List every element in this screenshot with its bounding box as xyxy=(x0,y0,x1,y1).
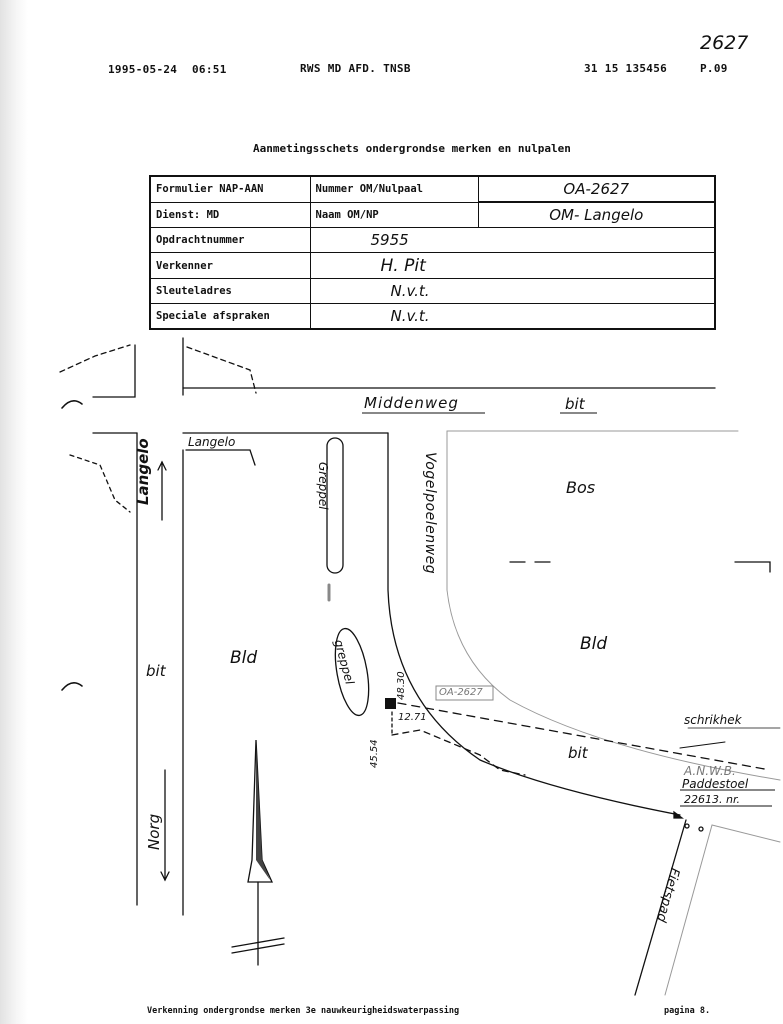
form-label: Speciale afspraken xyxy=(150,303,310,329)
label-marker-id: OA-2627 xyxy=(439,687,483,698)
binder-hole-top xyxy=(62,401,82,408)
label-distance-2: 12.71 xyxy=(398,712,427,723)
fence-northwest xyxy=(60,345,130,372)
fietspad-east-edge xyxy=(665,825,712,995)
langelo-sign-board xyxy=(186,450,255,465)
form-value: OA-2627 xyxy=(478,176,715,202)
fax-sender: RWS MD AFD. TNSB xyxy=(300,62,411,75)
form-value: H. Pit xyxy=(310,253,715,278)
label-langelo-sign: Langelo xyxy=(188,435,236,449)
footer-left: Verkenning ondergrondse merken 3e nauwkeurigheidswaterpassing xyxy=(147,1006,460,1016)
label-paddestoel-number: 22613. nr. xyxy=(684,793,740,806)
form-value: N.v.t. xyxy=(310,303,715,329)
label-bld-left: Bld xyxy=(230,648,258,668)
fietspad-junction xyxy=(712,825,780,842)
schrikhek-bar xyxy=(680,742,725,748)
label-bld-right: Bld xyxy=(580,634,608,654)
form-value: N.v.t. xyxy=(310,278,715,303)
label-ditch-north: Greppel xyxy=(316,462,330,510)
form-label: Dienst: MD xyxy=(150,202,310,228)
fax-date: 1995-05-24 xyxy=(108,63,178,76)
fax-page: P.09 xyxy=(700,62,728,75)
dashed-forest-end xyxy=(735,562,770,572)
form-label: Opdrachtnummer xyxy=(150,228,310,253)
form-mid-label: Naam OM/NP xyxy=(310,202,478,228)
fence-west xyxy=(70,455,130,512)
handwritten-page-number: 2627 xyxy=(700,32,749,54)
fax-time: 06:51 xyxy=(192,63,227,76)
form-label: Formulier NAP-AAN xyxy=(150,176,310,202)
label-vogelpoelenweg: Vogelpoelenweg xyxy=(422,452,438,575)
label-bit-right: bit xyxy=(568,744,588,762)
label-bit-top: bit xyxy=(565,395,585,413)
label-langelo-road: Langelo xyxy=(134,438,152,505)
survey-marker xyxy=(385,698,396,709)
label-bos: Bos xyxy=(566,478,596,497)
form-title: Aanmetingsschets ondergrondse merken en nulpalen xyxy=(253,142,571,155)
label-bit-left: bit xyxy=(146,662,166,680)
label-anwb: A.N.W.B. xyxy=(684,764,736,778)
fax-phone: 31 15 135456 xyxy=(584,62,668,75)
label-greppel: greppel xyxy=(331,638,357,686)
label-middenweg: Middenweg xyxy=(364,394,459,412)
label-paddestoel: Paddestoel xyxy=(682,777,749,791)
form-label: Sleuteladres xyxy=(150,278,310,303)
paddestoel-post xyxy=(685,824,689,828)
corner-northwest xyxy=(93,345,135,397)
binder-hole-bottom xyxy=(62,683,82,690)
form-label: Verkenner xyxy=(150,253,310,278)
label-norg: Norg xyxy=(145,813,163,850)
form-value: OM- Langelo xyxy=(478,202,715,228)
fence-northeast xyxy=(187,347,256,393)
north-arrow-fill xyxy=(256,745,270,880)
arrow-paddestoel xyxy=(674,812,682,818)
footer-right: pagina 8. xyxy=(664,1006,711,1016)
label-distance-3: 45.54 xyxy=(369,739,380,768)
form-mid-label: Nummer OM/Nulpaal xyxy=(310,176,478,202)
label-schrikhek: schrikhek xyxy=(684,713,742,727)
measure-line-2 xyxy=(392,730,525,775)
form-value: 5955 xyxy=(310,228,715,253)
label-distance-1: 48.30 xyxy=(396,671,407,700)
label-fietspad: Fietspad xyxy=(653,866,682,924)
paddestoel-post-2 xyxy=(699,827,703,831)
